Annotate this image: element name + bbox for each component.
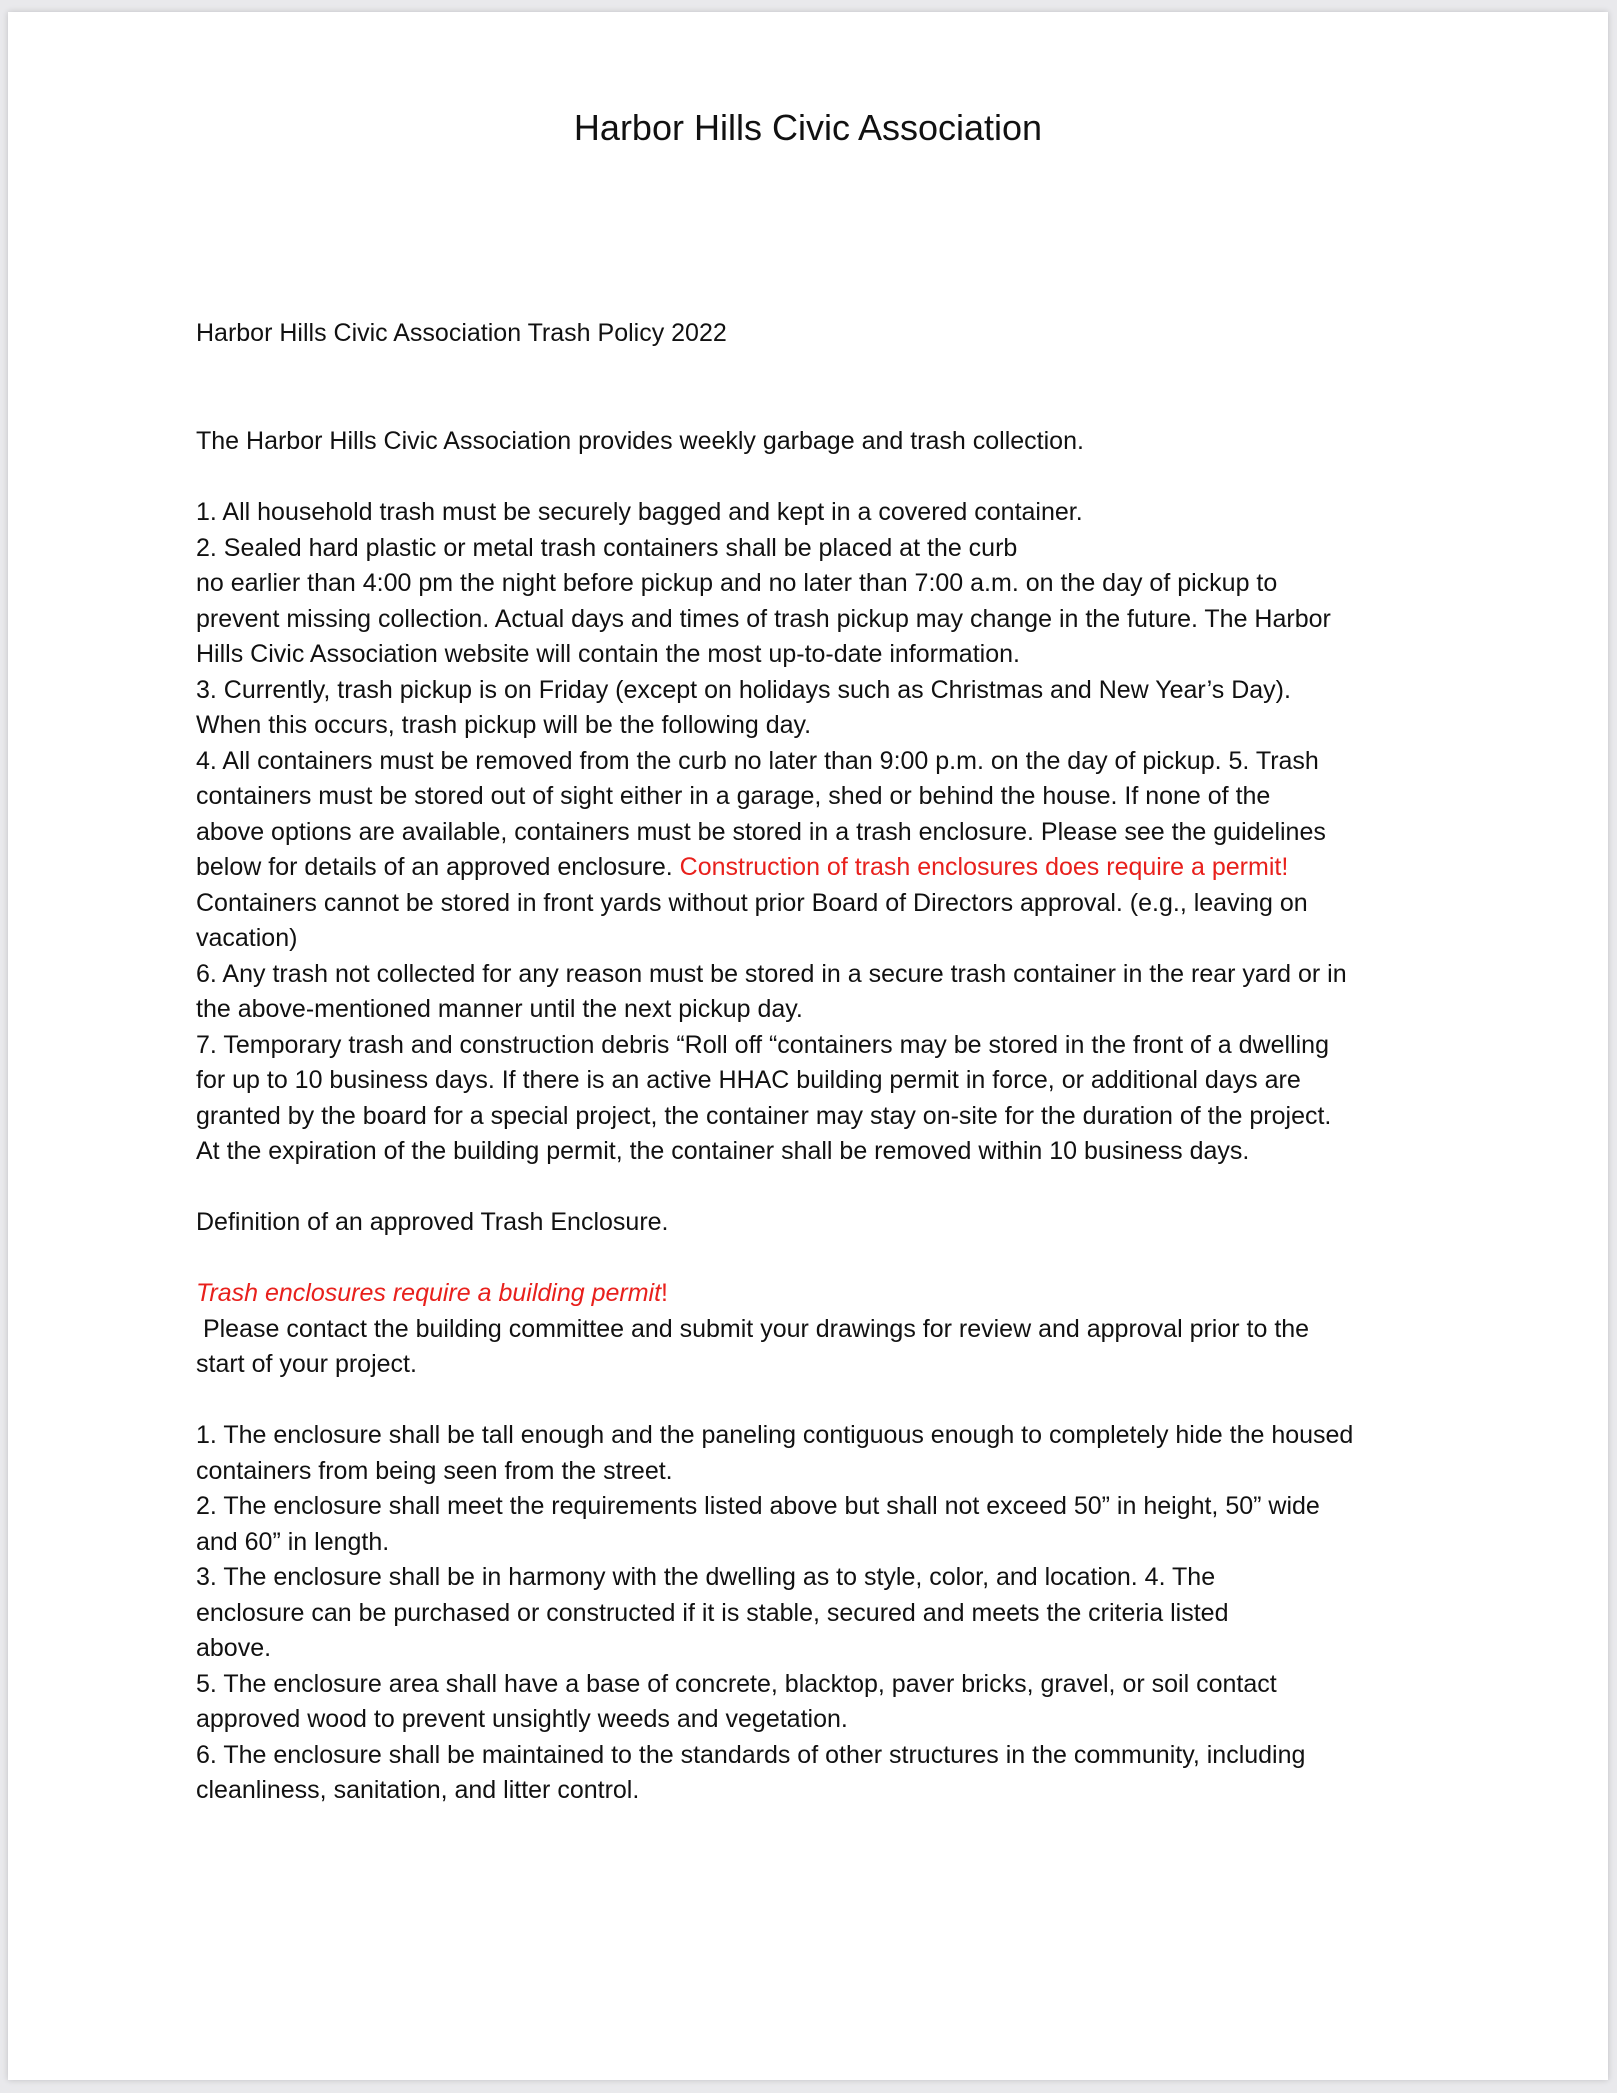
- permit-note-bang: !: [661, 1279, 668, 1307]
- rule-line: granted by the board for a special project, the container may stay on-site for the duration of the project.: [196, 1101, 1332, 1130]
- document-page: [8, 12, 1608, 2080]
- permit-warning: Construction of trash enclosures does require a permit!: [679, 853, 1289, 881]
- rule-line: 4. All containers must be removed from the curb no later than 9:00 p.m. on the day of pickup. 5. Trash: [196, 746, 1319, 775]
- rule-line: [196, 850, 1446, 886]
- definition-heading: Definition of an approved Trash Enclosure.: [196, 1208, 669, 1236]
- policy-subtitle: Harbor Hills Civic Association Trash Policy 2022: [196, 319, 727, 347]
- rule-line: When this occurs, trash pickup will be the following day.: [196, 711, 812, 739]
- rule-line: Hills Civic Association website will contain the most up-to-date information.: [196, 640, 1020, 668]
- rule-text: below for details of an approved enclosure.: [196, 853, 680, 881]
- rule-line: Containers cannot be stored in front yards without prior Board of Directors approval. (e.g., leaving on: [196, 888, 1308, 917]
- rule-line: 3. Currently, trash pickup is on Friday (except on holidays such as Christmas and New Year’s Day).: [196, 675, 1291, 704]
- enclosure-line: cleanliness, sanitation, and litter control.: [196, 1776, 640, 1804]
- enclosure-line: approved wood to prevent unsightly weeds and vegetation.: [196, 1705, 848, 1733]
- enclosure-line: and 60” in length.: [196, 1527, 390, 1556]
- permit-note-italic: Trash enclosures require a building permit: [196, 1279, 662, 1307]
- intro-paragraph: The Harbor Hills Civic Association provides weekly garbage and trash collection.: [196, 427, 1084, 455]
- enclosure-line: containers from being seen from the street.: [196, 1456, 673, 1485]
- rule-line: above options are available, containers must be stored in a trash enclosure. Please see the guidelines: [196, 817, 1326, 846]
- enclosure-line: 3. The enclosure shall be in harmony with the dwelling as to style, color, and location. 4. The: [196, 1563, 1216, 1591]
- enclosure-line: 2. The enclosure shall meet the requirements listed above but shall not exceed 50” in height, 50” wide: [196, 1492, 1320, 1520]
- rule-line: 7. Temporary trash and construction debris “Roll off “containers may be stored in the front of a dwelling: [196, 1030, 1329, 1059]
- enclosure-line: 6. The enclosure shall be maintained to the standards of other structures in the community, including: [196, 1740, 1306, 1769]
- rule-line: 1. All household trash must be securely bagged and kept in a covered container.: [196, 498, 1083, 526]
- rule-line: 2. Sealed hard plastic or metal trash containers shall be placed at the curb: [196, 533, 1018, 562]
- rule-line: prevent missing collection. Actual days and times of trash pickup may change in the future. The Harbor: [196, 604, 1331, 633]
- contact-line: start of your project.: [196, 1350, 417, 1378]
- rule-line: 6. Any trash not collected for any reason must be stored in a secure trash container in the rear yard or in: [196, 959, 1347, 988]
- rule-line: At the expiration of the building permit, the container shall be removed within 10 business days.: [196, 1137, 1250, 1165]
- rule-line: no earlier than 4:00 pm the night before pickup and no later than 7:00 a.m. on the day of pickup to: [196, 569, 1278, 597]
- rule-line: for up to 10 business days. If there is an active HHAC building permit in force, or additional days are: [196, 1066, 1301, 1094]
- enclosure-line: 5. The enclosure area shall have a base of concrete, blacktop, paver bricks, gravel, or soil contact: [196, 1669, 1277, 1698]
- document-title: Harbor Hills Civic Association: [573, 107, 1043, 148]
- permit-note: [196, 1276, 1446, 1312]
- enclosure-line: 1. The enclosure shall be tall enough and the paneling contiguous enough to completely hide the housed: [196, 1421, 1354, 1449]
- rule-line: the above-mentioned manner until the next pickup day.: [196, 995, 803, 1023]
- enclosure-line: enclosure can be purchased or constructed if it is stable, secured and meets the criteria listed: [196, 1598, 1229, 1627]
- policy-body: [196, 424, 1446, 1809]
- enclosure-line: above.: [196, 1634, 272, 1662]
- rule-line: vacation): [196, 924, 298, 952]
- rule-line: containers must be stored out of sight either in a garage, shed or behind the house. If none of the: [196, 782, 1271, 810]
- contact-line: Please contact the building committee and submit your drawings for review and approval prior to the: [196, 1314, 1310, 1343]
